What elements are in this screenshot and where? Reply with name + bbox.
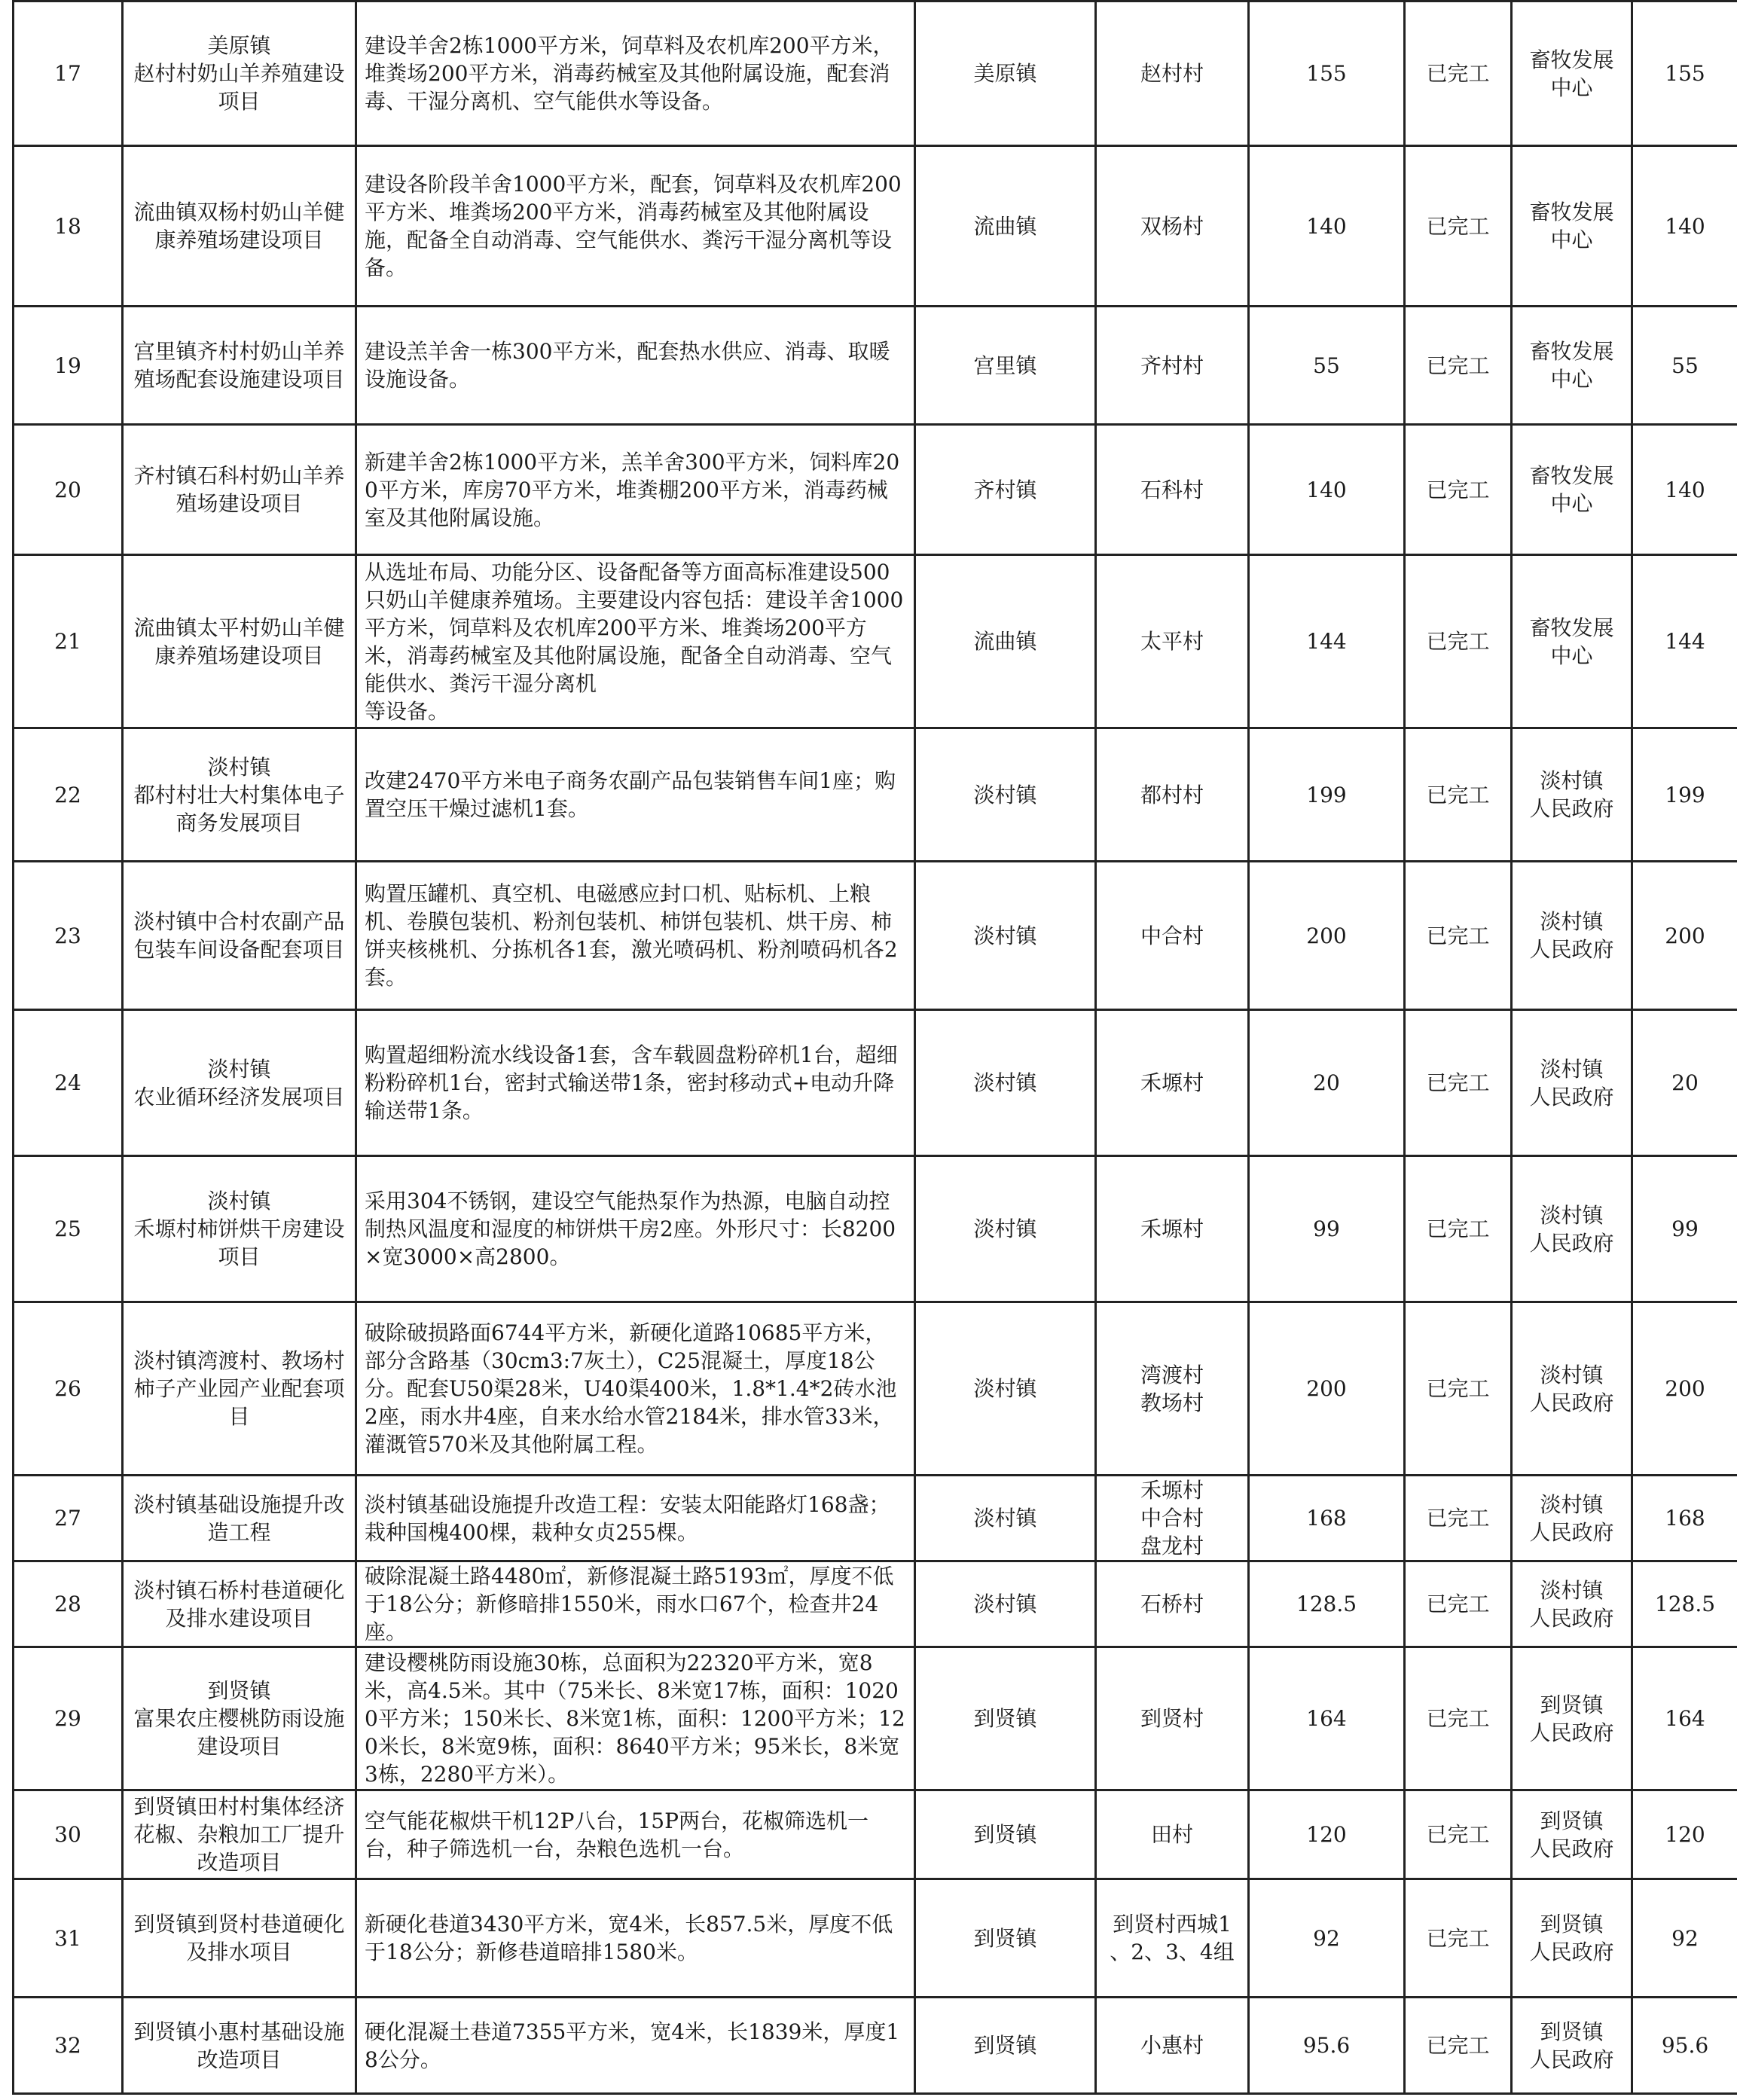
investment-amount-cell: 120 [1249, 1790, 1405, 1879]
total-amount-cell: 140 [1632, 425, 1737, 555]
town-cell: 淡村镇 [915, 1476, 1096, 1561]
project-content-cell: 购置超细粉流水线设备1套，含车载圆盘粉碎机1台，超细粉粉碎机1台，密封式输送带1条，密封移动式+电动升降输送带1条。 [356, 1010, 915, 1156]
table-row [14, 1156, 1737, 1302]
status-cell: 已完工 [1405, 1476, 1512, 1561]
total-amount-cell: 140 [1632, 146, 1737, 307]
total-amount-cell: 120 [1632, 1790, 1737, 1879]
total-amount-cell: 200 [1632, 862, 1737, 1010]
project-name-cell: 到贤镇小惠村基础设施改造项目 [123, 1998, 356, 2094]
village-cell: 赵村村 [1096, 2, 1249, 146]
project-content-cell: 空气能花椒烘干机12P八台，15P两台，花椒筛选机一台，种子筛选机一台，杂粮色选机一台。 [356, 1790, 915, 1879]
project-content-cell: 建设羔羊舍一栋300平方米，配套热水供应、消毒、取暖设施设备。 [356, 307, 915, 425]
row-number-cell: 20 [14, 425, 123, 555]
status-cell: 已完工 [1405, 728, 1512, 862]
town-cell: 淡村镇 [915, 728, 1096, 862]
table-body [14, 2, 1737, 2094]
responsible-unit-cell: 畜牧发展 中心 [1512, 146, 1632, 307]
status-cell: 已完工 [1405, 1302, 1512, 1476]
investment-amount-cell: 92 [1249, 1879, 1405, 1998]
row-number-cell: 29 [14, 1647, 123, 1790]
village-cell: 禾塬村 中合村 盘龙村 [1096, 1476, 1249, 1561]
status-cell: 已完工 [1405, 1647, 1512, 1790]
project-content-cell: 购置压罐机、真空机、电磁感应封口机、贴标机、上粮机、卷膜包装机、粉剂包装机、柿饼包装机、烘干房、柿饼夹核桃机、分拣机各1套，激光喷码机、粉剂喷码机各2套。 [356, 862, 915, 1010]
project-name-cell: 到贤镇到贤村巷道硬化及排水项目 [123, 1879, 356, 1998]
town-cell: 宫里镇 [915, 307, 1096, 425]
village-cell: 中合村 [1096, 862, 1249, 1010]
table-row [14, 2, 1737, 146]
village-cell: 都村村 [1096, 728, 1249, 862]
responsible-unit-cell: 畜牧发展 中心 [1512, 425, 1632, 555]
project-name-cell: 淡村镇湾渡村、教场村柿子产业园产业配套项目 [123, 1302, 356, 1476]
total-amount-cell: 155 [1632, 2, 1737, 146]
investment-amount-cell: 155 [1249, 2, 1405, 146]
project-name-cell: 美原镇 赵村村奶山羊养殖建设项目 [123, 2, 356, 146]
table-row [14, 1647, 1737, 1790]
village-cell: 田村 [1096, 1790, 1249, 1879]
status-cell: 已完工 [1405, 1790, 1512, 1879]
investment-amount-cell: 164 [1249, 1647, 1405, 1790]
town-cell: 流曲镇 [915, 146, 1096, 307]
project-name-cell: 流曲镇双杨村奶山羊健康养殖场建设项目 [123, 146, 356, 307]
total-amount-cell: 199 [1632, 728, 1737, 862]
responsible-unit-cell: 淡村镇 人民政府 [1512, 1156, 1632, 1302]
row-number-cell: 24 [14, 1010, 123, 1156]
total-amount-cell: 128.5 [1632, 1561, 1737, 1647]
total-amount-cell: 164 [1632, 1647, 1737, 1790]
row-number-cell: 22 [14, 728, 123, 862]
town-cell: 到贤镇 [915, 1998, 1096, 2094]
responsible-unit-cell: 到贤镇 人民政府 [1512, 1879, 1632, 1998]
row-number-cell: 18 [14, 146, 123, 307]
status-cell: 已完工 [1405, 862, 1512, 1010]
town-cell: 淡村镇 [915, 1010, 1096, 1156]
table-row [14, 862, 1737, 1010]
project-name-cell: 淡村镇中合村农副产品包装车间设备配套项目 [123, 862, 356, 1010]
total-amount-cell: 55 [1632, 307, 1737, 425]
table-row [14, 1998, 1737, 2094]
table-row [14, 425, 1737, 555]
table-row [14, 1476, 1737, 1561]
investment-amount-cell: 200 [1249, 862, 1405, 1010]
table-row [14, 146, 1737, 307]
responsible-unit-cell: 畜牧发展 中心 [1512, 555, 1632, 728]
table-row [14, 1790, 1737, 1879]
project-content-cell: 破除混凝土路4480㎡，新修混凝土路5193㎡，厚度不低于18公分；新修暗排1550米，雨水口67个，检查井24座。 [356, 1561, 915, 1647]
responsible-unit-cell: 淡村镇 人民政府 [1512, 728, 1632, 862]
village-cell: 禾塬村 [1096, 1010, 1249, 1156]
investment-amount-cell: 55 [1249, 307, 1405, 425]
project-content-cell: 采用304不锈钢，建设空气能热泵作为热源，电脑自动控制热风温度和湿度的柿饼烘干房2座。外形尺寸：长8200×宽3000×高2800。 [356, 1156, 915, 1302]
town-cell: 淡村镇 [915, 1561, 1096, 1647]
row-number-cell: 27 [14, 1476, 123, 1561]
responsible-unit-cell: 到贤镇 人民政府 [1512, 1647, 1632, 1790]
project-name-cell: 流曲镇太平村奶山羊健康养殖场建设项目 [123, 555, 356, 728]
total-amount-cell: 95.6 [1632, 1998, 1737, 2094]
town-cell: 淡村镇 [915, 862, 1096, 1010]
town-cell: 流曲镇 [915, 555, 1096, 728]
total-amount-cell: 144 [1632, 555, 1737, 728]
project-name-cell: 到贤镇 富果农庄樱桃防雨设施建设项目 [123, 1647, 356, 1790]
town-cell: 齐村镇 [915, 425, 1096, 555]
village-cell: 湾渡村 教场村 [1096, 1302, 1249, 1476]
status-cell: 已完工 [1405, 307, 1512, 425]
table-row [14, 1879, 1737, 1998]
project-name-cell: 淡村镇石桥村巷道硬化及排水建设项目 [123, 1561, 356, 1647]
investment-amount-cell: 140 [1249, 425, 1405, 555]
status-cell: 已完工 [1405, 555, 1512, 728]
project-content-cell: 淡村镇基础设施提升改造工程：安装太阳能路灯168盏；栽种国槐400棵，栽种女贞255棵。 [356, 1476, 915, 1561]
investment-amount-cell: 140 [1249, 146, 1405, 307]
investment-amount-cell: 20 [1249, 1010, 1405, 1156]
project-content-cell: 建设各阶段羊舍1000平方米，配套，饲草料及农机库200平方米、堆粪场200平方米，消毒药械室及其他附属设施，配备全自动消毒、空气能供水、粪污干湿分离机等设备。 [356, 146, 915, 307]
responsible-unit-cell: 到贤镇 人民政府 [1512, 1790, 1632, 1879]
status-cell: 已完工 [1405, 1879, 1512, 1998]
row-number-cell: 30 [14, 1790, 123, 1879]
project-name-cell: 淡村镇 禾塬村柿饼烘干房建设项目 [123, 1156, 356, 1302]
project-content-cell: 建设樱桃防雨设施30栋，总面积为22320平方米，宽8米，高4.5米。其中（75米长、8米宽17栋，面积：10200平方米；150米长、8米宽1栋，面积：1200平方米；120米长，8米宽9栋，面积：8640平方米；95米长，8米宽3栋，2280平方米）。 [356, 1647, 915, 1790]
project-name-cell: 到贤镇田村村集体经济花椒、杂粮加工厂提升改造项目 [123, 1790, 356, 1879]
table-row [14, 555, 1737, 728]
village-cell: 小惠村 [1096, 1998, 1249, 2094]
total-amount-cell: 168 [1632, 1476, 1737, 1561]
total-amount-cell: 20 [1632, 1010, 1737, 1156]
project-name-cell: 淡村镇 都村村壮大村集体电子商务发展项目 [123, 728, 356, 862]
row-number-cell: 31 [14, 1879, 123, 1998]
project-content-cell: 建设羊舍2栋1000平方米，饲草料及农机库200平方米，堆粪场200平方米，消毒药械室及其他附属设施，配套消毒、干湿分离机、空气能供水等设备。 [356, 2, 915, 146]
status-cell: 已完工 [1405, 1998, 1512, 2094]
responsible-unit-cell: 淡村镇 人民政府 [1512, 1302, 1632, 1476]
project-name-cell: 淡村镇基础设施提升改造工程 [123, 1476, 356, 1561]
project-content-cell: 新硬化巷道3430平方米，宽4米，长857.5米，厚度不低于18公分；新修巷道暗排1580米。 [356, 1879, 915, 1998]
town-cell: 到贤镇 [915, 1879, 1096, 1998]
table-row [14, 307, 1737, 425]
responsible-unit-cell: 畜牧发展 中心 [1512, 307, 1632, 425]
table-row [14, 1010, 1737, 1156]
investment-amount-cell: 95.6 [1249, 1998, 1405, 2094]
project-table [12, 0, 1737, 2095]
investment-amount-cell: 168 [1249, 1476, 1405, 1561]
responsible-unit-cell: 淡村镇 人民政府 [1512, 1561, 1632, 1647]
project-name-cell: 齐村镇石科村奶山羊养殖场建设项目 [123, 425, 356, 555]
village-cell: 石科村 [1096, 425, 1249, 555]
investment-amount-cell: 99 [1249, 1156, 1405, 1302]
row-number-cell: 17 [14, 2, 123, 146]
status-cell: 已完工 [1405, 425, 1512, 555]
town-cell: 美原镇 [915, 2, 1096, 146]
row-number-cell: 32 [14, 1998, 123, 2094]
village-cell: 到贤村 [1096, 1647, 1249, 1790]
table-row [14, 1561, 1737, 1647]
town-cell: 到贤镇 [915, 1790, 1096, 1879]
row-number-cell: 21 [14, 555, 123, 728]
total-amount-cell: 200 [1632, 1302, 1737, 1476]
village-cell: 双杨村 [1096, 146, 1249, 307]
investment-amount-cell: 200 [1249, 1302, 1405, 1476]
village-cell: 到贤村西城1 、2、3、4组 [1096, 1879, 1249, 1998]
status-cell: 已完工 [1405, 1561, 1512, 1647]
village-cell: 齐村村 [1096, 307, 1249, 425]
responsible-unit-cell: 畜牧发展 中心 [1512, 2, 1632, 146]
village-cell: 禾塬村 [1096, 1156, 1249, 1302]
project-name-cell: 宫里镇齐村村奶山羊养殖场配套设施建设项目 [123, 307, 356, 425]
project-content-cell: 新建羊舍2栋1000平方米，羔羊舍300平方米，饲料库200平方米，库房70平方米，堆粪棚200平方米，消毒药械室及其他附属设施。 [356, 425, 915, 555]
status-cell: 已完工 [1405, 1010, 1512, 1156]
total-amount-cell: 99 [1632, 1156, 1737, 1302]
town-cell: 淡村镇 [915, 1156, 1096, 1302]
investment-amount-cell: 199 [1249, 728, 1405, 862]
responsible-unit-cell: 淡村镇 人民政府 [1512, 1010, 1632, 1156]
table-row [14, 728, 1737, 862]
responsible-unit-cell: 淡村镇 人民政府 [1512, 862, 1632, 1010]
total-amount-cell: 92 [1632, 1879, 1737, 1998]
row-number-cell: 28 [14, 1561, 123, 1647]
responsible-unit-cell: 淡村镇 人民政府 [1512, 1476, 1632, 1561]
project-name-cell: 淡村镇 农业循环经济发展项目 [123, 1010, 356, 1156]
project-content-cell: 硬化混凝土巷道7355平方米，宽4米，长1839米，厚度18公分。 [356, 1998, 915, 2094]
village-cell: 石桥村 [1096, 1561, 1249, 1647]
project-content-cell: 从选址布局、功能分区、设备配备等方面高标准建设500只奶山羊健康养殖场。主要建设内容包括：建设羊舍1000平方米，饲草料及农机库200平方米、堆粪场200平方米，消毒药械室及其他附属设施，配备全自动消毒、空气能供水、粪污干湿分离机 等设备。 [356, 555, 915, 728]
responsible-unit-cell: 到贤镇 人民政府 [1512, 1998, 1632, 2094]
town-cell: 到贤镇 [915, 1647, 1096, 1790]
project-content-cell: 改建2470平方米电子商务农副产品包装销售车间1座；购置空压干燥过滤机1套。 [356, 728, 915, 862]
row-number-cell: 25 [14, 1156, 123, 1302]
village-cell: 太平村 [1096, 555, 1249, 728]
row-number-cell: 26 [14, 1302, 123, 1476]
status-cell: 已完工 [1405, 1156, 1512, 1302]
status-cell: 已完工 [1405, 2, 1512, 146]
row-number-cell: 23 [14, 862, 123, 1010]
investment-amount-cell: 128.5 [1249, 1561, 1405, 1647]
row-number-cell: 19 [14, 307, 123, 425]
town-cell: 淡村镇 [915, 1302, 1096, 1476]
project-content-cell: 破除破损路面6744平方米，新硬化道路10685平方米，部分含路基（30cm3:7灰土），C25混凝土，厚度18公分。配套U50渠28米，U40渠400米，1.8*1.4*2砖水池2座，雨水井4座，自来水给水管2184米，排水管33米，灌溉管570米及其他附属工程。 [356, 1302, 915, 1476]
status-cell: 已完工 [1405, 146, 1512, 307]
table-row [14, 1302, 1737, 1476]
investment-amount-cell: 144 [1249, 555, 1405, 728]
